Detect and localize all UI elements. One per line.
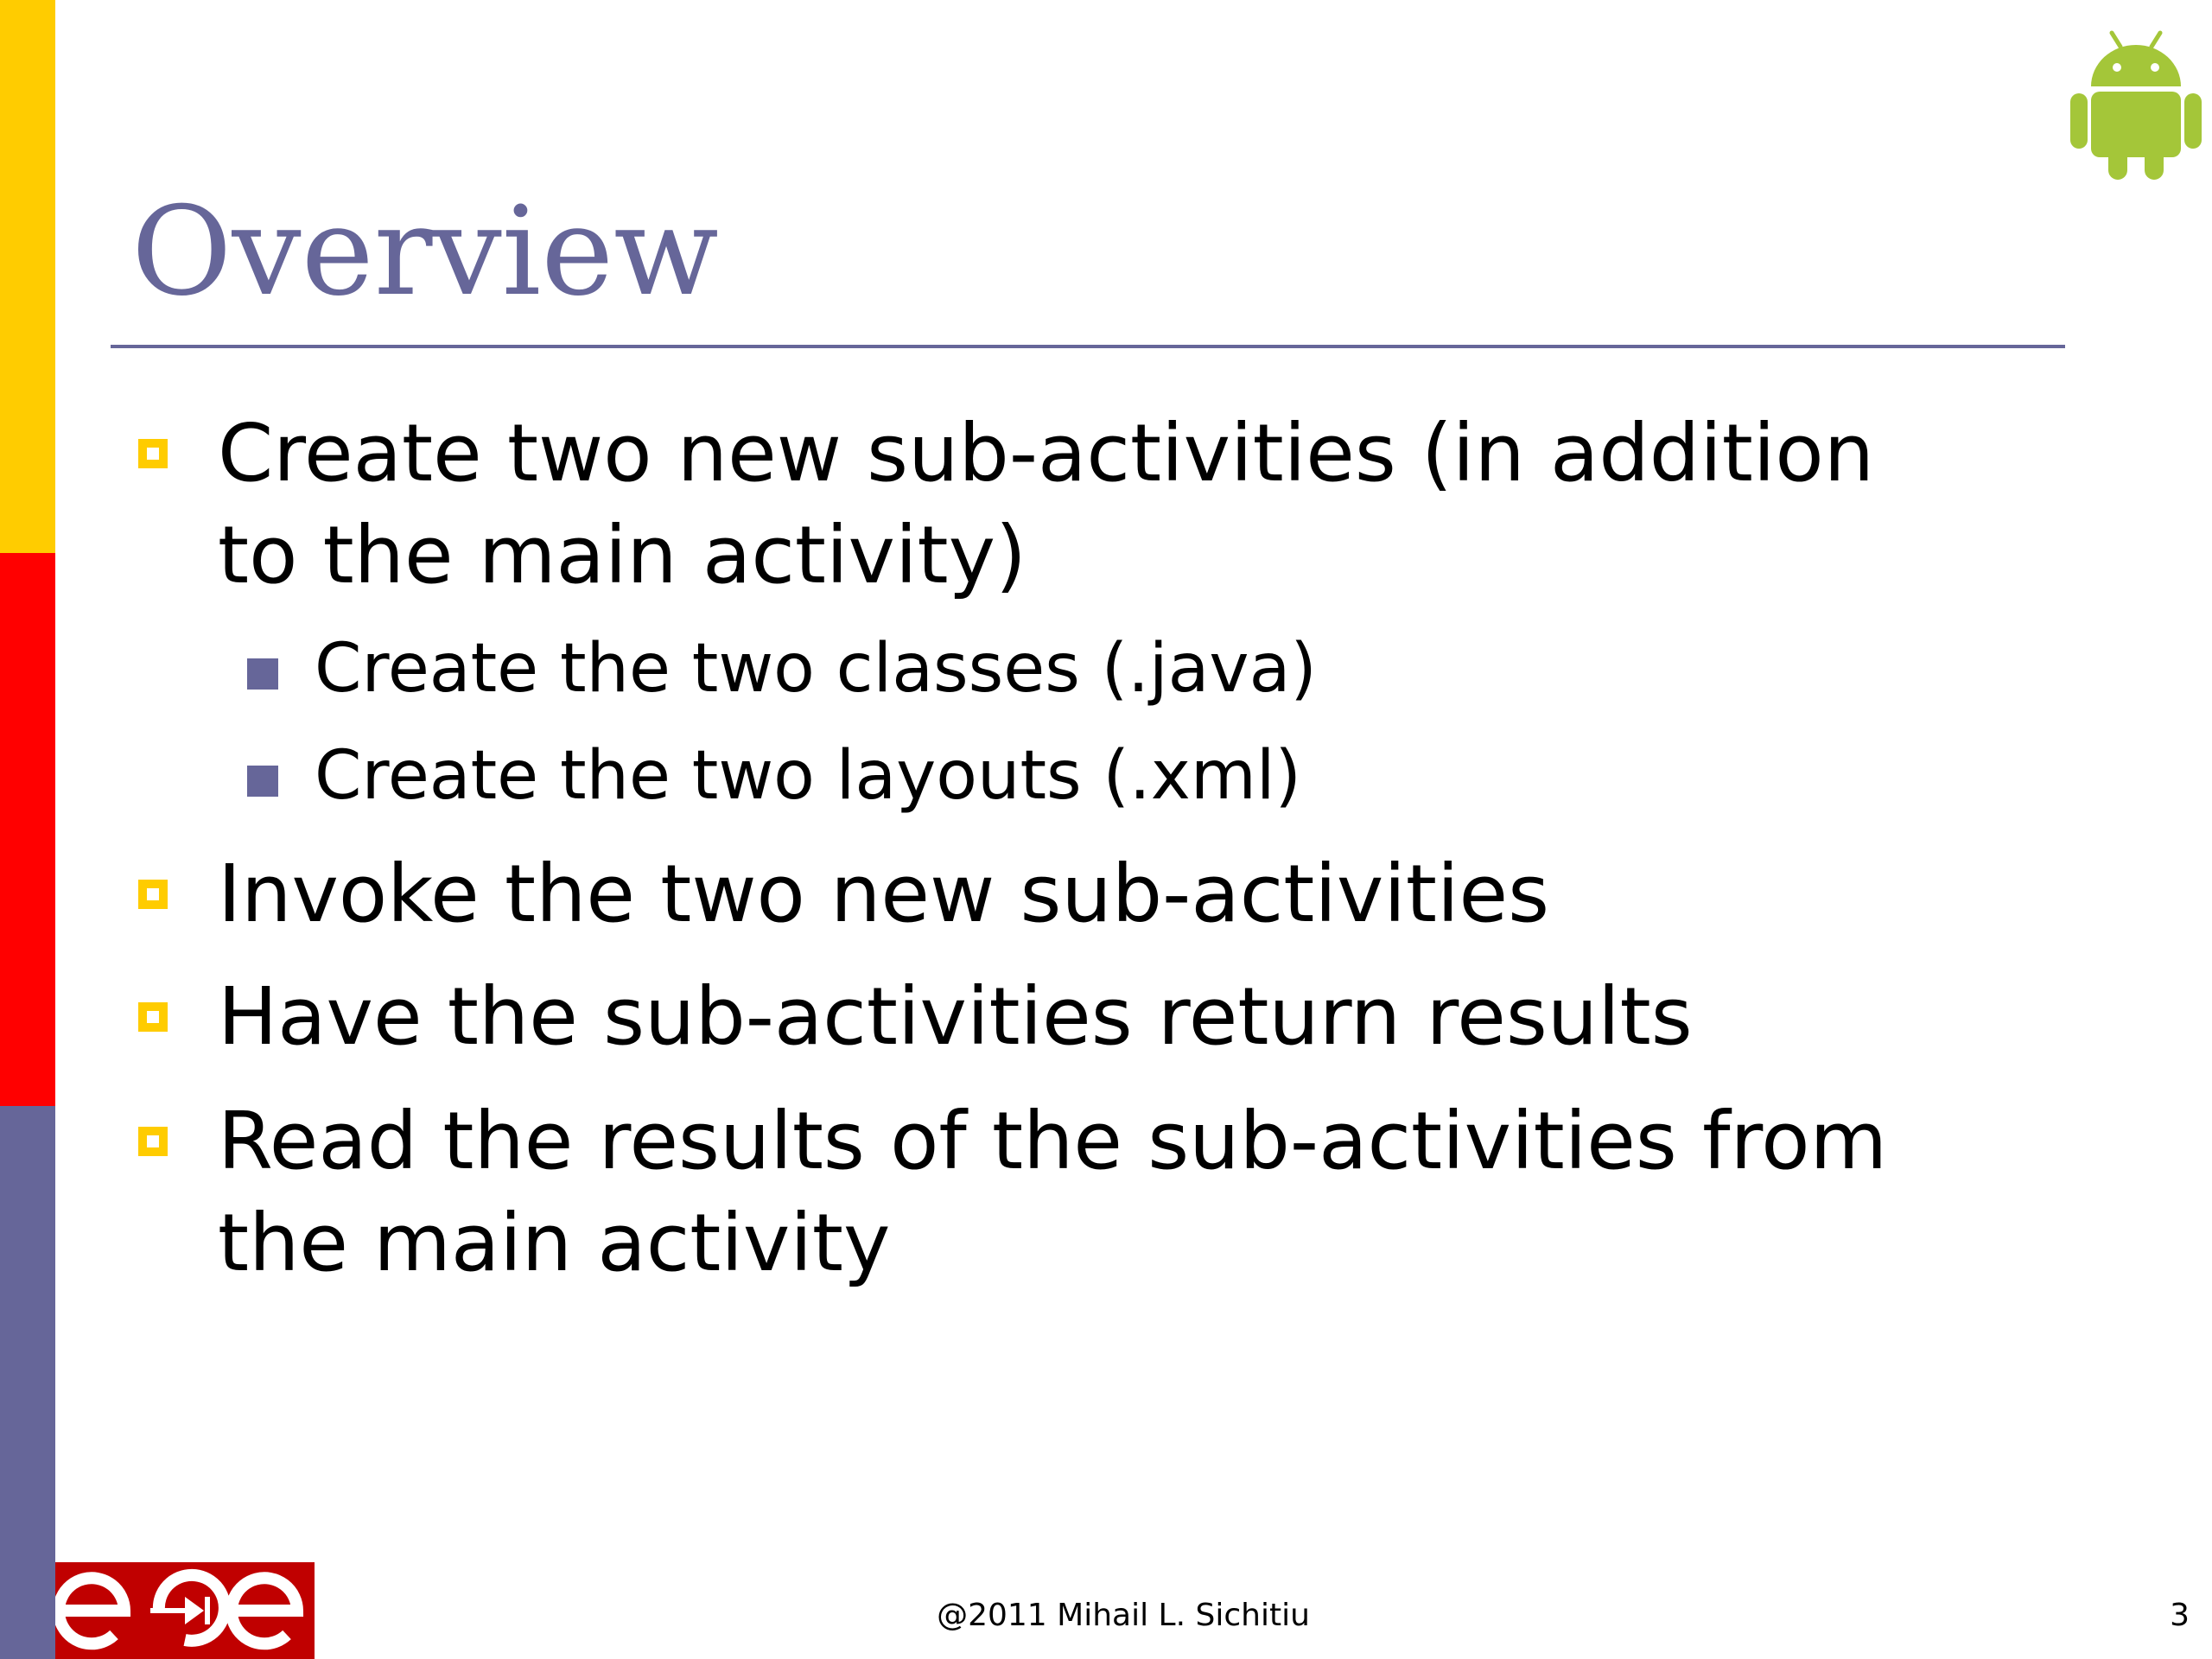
page-title: Overview bbox=[131, 181, 719, 323]
list-item-line: Create two new sub-activities (in addition bbox=[218, 407, 1874, 499]
side-bar-yellow bbox=[0, 0, 55, 553]
hollow-square-bullet-icon bbox=[138, 439, 168, 468]
list-item-text: Have the sub-activities return results bbox=[218, 970, 1693, 1063]
list-item-line: the main activity bbox=[218, 1197, 891, 1289]
list-item-text: Invoke the two new sub-activities bbox=[218, 848, 1550, 940]
filled-square-bullet-icon bbox=[247, 658, 278, 690]
sub-list-item-text: Create the two layouts (.xml) bbox=[315, 737, 1301, 815]
side-bar-purple bbox=[0, 1106, 55, 1659]
hollow-square-bullet-icon bbox=[138, 1002, 168, 1032]
filled-square-bullet-icon bbox=[247, 766, 278, 797]
list-item-text bbox=[218, 403, 1874, 607]
list-item-text bbox=[218, 1090, 1887, 1294]
android-robot-icon bbox=[2067, 24, 2205, 180]
hollow-square-bullet-icon bbox=[138, 880, 168, 909]
hollow-square-bullet-icon bbox=[138, 1127, 168, 1156]
side-bar-red bbox=[0, 553, 55, 1106]
footer-copyright: @2011 Mihail L. Sichitiu bbox=[937, 1598, 1310, 1633]
list-item-line: Read the results of the sub-activities from bbox=[218, 1095, 1888, 1187]
title-divider bbox=[111, 345, 2065, 348]
footer bbox=[0, 1597, 2212, 1635]
list-item-line: to the main activity) bbox=[218, 509, 1027, 601]
sub-list-item-text: Create the two classes (.java) bbox=[315, 630, 1317, 708]
page-number: 3 bbox=[2170, 1598, 2190, 1633]
